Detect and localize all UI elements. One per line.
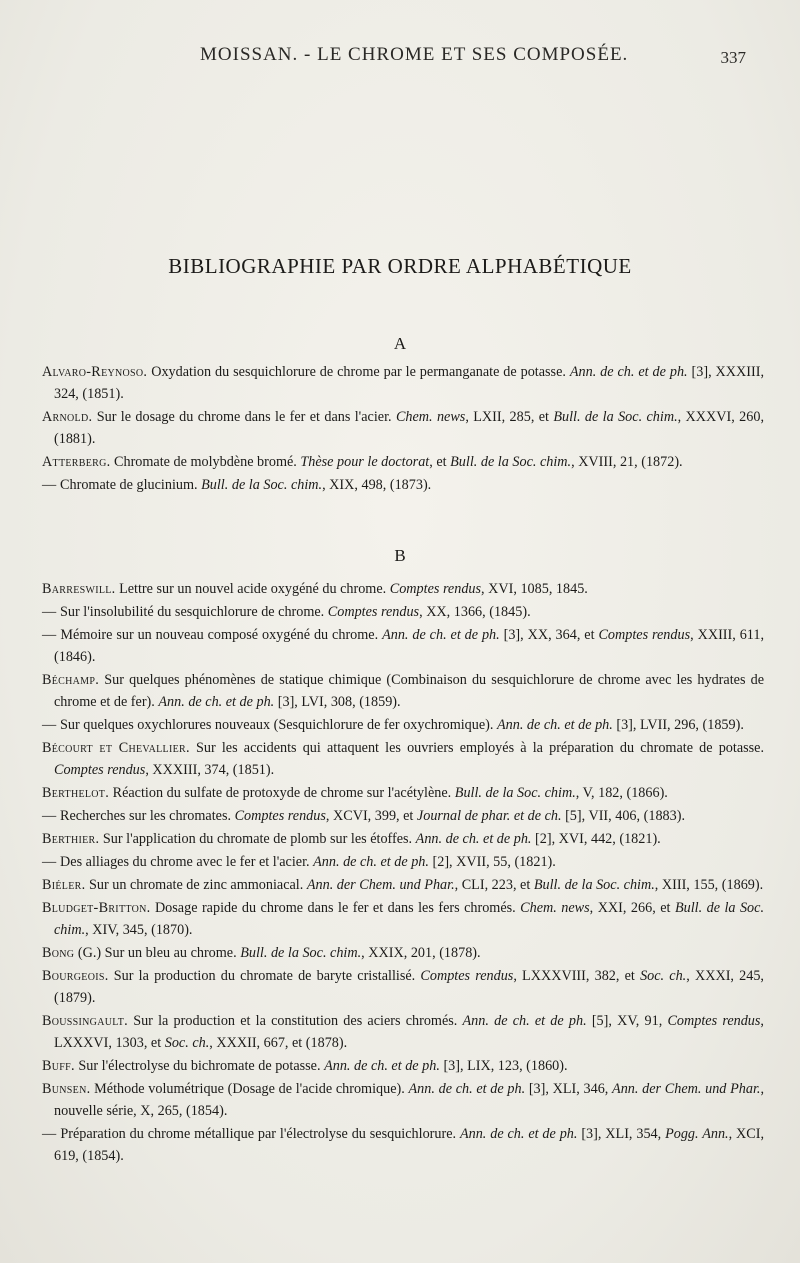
bibliography-entry <box>42 782 764 804</box>
entry-author: Boussingault. <box>42 1013 128 1029</box>
entry-source-title: Bull. de la Soc. chim. <box>201 477 323 493</box>
entry-source-title: Bull. de la Soc. chim. <box>533 877 655 893</box>
entry-source-title: Bull. de la Soc. chim. <box>450 454 572 470</box>
entry-author: Biéler. <box>42 877 86 893</box>
entry-text: Sur l'électrolyse du bichromate de potasse. <box>74 1058 325 1074</box>
entry-text: Oxydation du sesquichlorure de chrome par le permanganate de potasse. <box>147 364 570 380</box>
entry-source-title: Comptes rendus <box>598 627 691 643</box>
entry-text: [3], LVI, 308, (1859). <box>274 694 401 710</box>
bibliography-entry <box>42 1078 764 1122</box>
entry-author: — <box>42 604 57 620</box>
entry-text: Sur un chromate de zinc ammoniacal. <box>85 877 307 893</box>
entry-text: , XX, 1366, (1845). <box>419 604 531 620</box>
entry-text: Sur les accidents qui attaquent les ouvriers employés à la préparation du chromate de potasse. <box>189 740 765 756</box>
entry-text: [3], XX, 364, et <box>499 627 599 643</box>
entry-author: Bourgeois. <box>42 968 109 984</box>
section-letter-a: A <box>393 334 407 353</box>
entry-text: , LXXXVIII, 382, et <box>513 968 641 984</box>
bibliography-entry <box>42 851 764 873</box>
bibliography-entry <box>42 828 764 850</box>
entry-source-title: Bull. de la Soc. chim. <box>54 900 764 938</box>
bibliography-entry <box>42 897 764 941</box>
bibliography-entry <box>42 1010 764 1054</box>
entry-text: , XVI, 1085, 1845. <box>481 581 588 597</box>
bibliography-entry <box>42 942 764 964</box>
entry-text: , XXXI, 245, (1879). <box>54 968 764 1006</box>
entry-source-title: Soc. ch. <box>640 968 687 984</box>
entries-list-b <box>42 578 764 1168</box>
entry-text: , et <box>429 454 451 470</box>
entry-text: , XIII, 155, (1869). <box>654 877 764 893</box>
entry-author: — <box>42 854 57 870</box>
entry-text: Sur l'application du chromate de plomb sur les étoffes. <box>99 831 416 847</box>
entry-text: , XCVI, 399, et <box>325 808 417 824</box>
entry-source-title: Ann. de ch. et de ph. <box>496 717 613 733</box>
entry-source-title: Ann. de ch. et de ph. <box>459 1126 578 1142</box>
entry-source-title: Comptes rendus <box>389 581 482 597</box>
entry-text: Sur la production et la constitution des aciers chromés. <box>128 1013 463 1029</box>
entry-text: Méthode volumétrique (Dosage de l'acide chromique). <box>90 1081 409 1097</box>
entry-text: Lettre sur un nouvel acide oxygéné du chrome. <box>115 581 390 597</box>
entry-text: , XVIII, 21, (1872). <box>571 454 683 470</box>
entry-text: Réaction du sulfate de protoxyde de chrome sur l'acétylène. <box>109 785 455 801</box>
entry-text: , XXXVI, 260, (1881). <box>54 409 764 447</box>
entry-source-title: Ann. de ch. et de ph. <box>569 364 688 380</box>
entry-source-title: Ann. de ch. et de ph. <box>313 854 429 870</box>
entry-text: Sur quelques oxychlorures nouveaux (Sesquichlorure de fer oxychromique). <box>56 717 497 733</box>
entry-source-title: Bull. de la Soc. chim. <box>240 945 362 961</box>
page-number: 337 <box>720 48 746 67</box>
entry-text: , XIX, 498, (1873). <box>322 477 432 493</box>
entry-text: Sur l'insolubilité du sesquichlorure de chrome. <box>56 604 328 620</box>
entry-source-title: Bull. de la Soc. chim. <box>454 785 576 801</box>
bibliography-entry <box>42 1123 764 1167</box>
entry-text: , XXXIII, 374, (1851). <box>145 762 275 778</box>
entry-source-title: Soc. ch. <box>164 1035 210 1051</box>
entry-text: Sur le dosage du chrome dans le fer et dans l'acier. <box>92 409 396 425</box>
entry-source-title: Ann. der Chem. und Phar. <box>306 877 455 893</box>
running-head: MOISSAN. - LE CHROME ET SES COMPOSÉE. <box>200 44 629 65</box>
entry-text: , V, 182, (1866). <box>575 785 668 801</box>
entry-text: Chromate de glucinium. <box>56 477 202 493</box>
bibliography-entry <box>42 601 764 623</box>
entry-text: [2], XVI, 442, (1821). <box>531 831 661 847</box>
entry-text: , nouvelle série, X, 265, (1854). <box>54 1081 764 1119</box>
entry-source-title: Comptes rendus <box>327 604 420 620</box>
entry-author: Bludget-Britton. <box>42 900 151 916</box>
bibliography-entry <box>42 361 764 405</box>
entry-text: [3], LIX, 123, (1860). <box>439 1058 568 1074</box>
bibliography-entry <box>42 737 764 781</box>
entry-text: Mémoire sur un nouveau composé oxygéné du chrome. <box>56 627 383 643</box>
entry-author: Berthier. <box>42 831 100 847</box>
bibliography-entry <box>42 965 764 1009</box>
entry-author: Buff. <box>42 1058 75 1074</box>
entry-text: , LXII, 285, et <box>465 409 554 425</box>
bibliography-entry <box>42 714 764 736</box>
entry-text: Des alliages du chrome avec le fer et l'acier. <box>56 854 314 870</box>
entry-author: Berthelot. <box>42 785 110 801</box>
entry-source-title: Comptes rendus <box>667 1013 761 1029</box>
entry-text: Recherches sur les chromates. <box>56 808 235 824</box>
entry-source-title: Journal de phar. et de ch. <box>416 808 562 824</box>
entry-text: , LXXXVI, 1303, et <box>54 1013 764 1051</box>
entry-author: Barreswill. <box>42 581 116 597</box>
entry-source-title: Comptes rendus <box>54 762 146 778</box>
entry-source-title: Ann. de ch. et de ph. <box>415 831 532 847</box>
entry-author: — <box>42 1126 57 1142</box>
entry-source-title: Ann. de ch. et de ph. <box>382 627 500 643</box>
entry-text: [2], XVII, 55, (1821). <box>428 854 556 870</box>
entry-source-title: Ann. de ch. et de ph. <box>158 694 275 710</box>
bibliography-entry <box>42 1055 764 1077</box>
entry-author: — <box>42 808 57 824</box>
entry-text: , CLI, 223, et <box>454 877 534 893</box>
entry-author: Bunsen. <box>42 1081 91 1097</box>
bibliography-entry <box>42 474 764 496</box>
entry-text: , XXIII, 611, (1846). <box>54 627 765 665</box>
entry-text: Sur la production du chromate de baryte cristallisé. <box>108 968 421 984</box>
bibliography-entry <box>42 624 764 668</box>
entry-text: [5], XV, 91, <box>586 1013 668 1029</box>
entry-author: Atterberg. <box>42 454 111 470</box>
section-letter-b: B <box>394 546 406 565</box>
entry-text: [3], XLI, 354, <box>577 1126 666 1142</box>
entry-text: , XXXII, 667, et (1878). <box>209 1035 348 1051</box>
bibliography-entry <box>42 874 764 896</box>
entry-author: Arnold. <box>42 409 93 425</box>
entry-text: Sur quelques phénomènes de statique chimique (Combinaison du sesquichlorure de chrome avec les hydrates de chrome et de fer). <box>54 672 764 710</box>
page-title: BIBLIOGRAPHIE PAR ORDRE ALPHABÉTIQUE <box>168 254 632 278</box>
entry-text: , XCI, 619, (1854). <box>54 1126 765 1164</box>
entry-text: , XXIX, 201, (1878). <box>361 945 481 961</box>
entries-list-a <box>42 361 764 497</box>
entry-source-title: Ann. de ch. et de ph. <box>408 1081 526 1097</box>
entry-source-title: Ann. de ch. et de ph. <box>324 1058 440 1074</box>
entry-text: Préparation du chrome métallique par l'électrolyse du sesquichlorure. <box>56 1126 460 1142</box>
entry-source-title: Comptes rendus <box>420 968 514 984</box>
bibliography-entry <box>42 669 764 713</box>
entry-text: [3], XLI, 346, <box>525 1081 613 1097</box>
entry-author: Béchamp. <box>42 672 100 688</box>
entry-author: Bécourt et Chevallier. <box>42 740 190 756</box>
entry-text: [3], XXXIII, 324, (1851). <box>54 364 764 402</box>
entry-text: (G.) Sur un bleu au chrome. <box>74 945 241 961</box>
entry-text: [5], VII, 406, (1883). <box>561 808 685 824</box>
bibliography-entry <box>42 451 764 473</box>
entry-author: Alvaro-Reynoso. <box>42 364 148 380</box>
entry-author: — <box>42 717 57 733</box>
entry-source-title: Ann. de ch. et de ph. <box>462 1013 587 1029</box>
entry-author: — <box>42 627 57 643</box>
entry-source-title: Chem. news <box>395 409 466 425</box>
entry-source-title: Comptes rendus <box>234 808 326 824</box>
entry-source-title: Pogg. Ann. <box>665 1126 729 1142</box>
entry-source-title: Thèse pour le doctorat <box>300 454 430 470</box>
bibliography-entry <box>42 406 764 450</box>
entry-text: Dosage rapide du chrome dans le fer et dans les fers chromés. <box>150 900 521 916</box>
bibliography-entry <box>42 805 764 827</box>
bibliography-entry <box>42 578 764 600</box>
entry-text: , XIV, 345, (1870). <box>85 922 193 938</box>
entry-text: , XXI, 266, et <box>589 900 675 916</box>
entry-source-title: Chem. news <box>520 900 590 916</box>
entry-text: Chromate de molybdène bromé. <box>110 454 301 470</box>
entry-text: [3], LVII, 296, (1859). <box>612 717 744 733</box>
entry-author: Bong <box>42 945 75 961</box>
entry-source-title: Bull. de la Soc. chim. <box>553 409 678 425</box>
entry-author: — <box>42 477 57 493</box>
entry-source-title: Ann. der Chem. und Phar. <box>612 1081 761 1097</box>
